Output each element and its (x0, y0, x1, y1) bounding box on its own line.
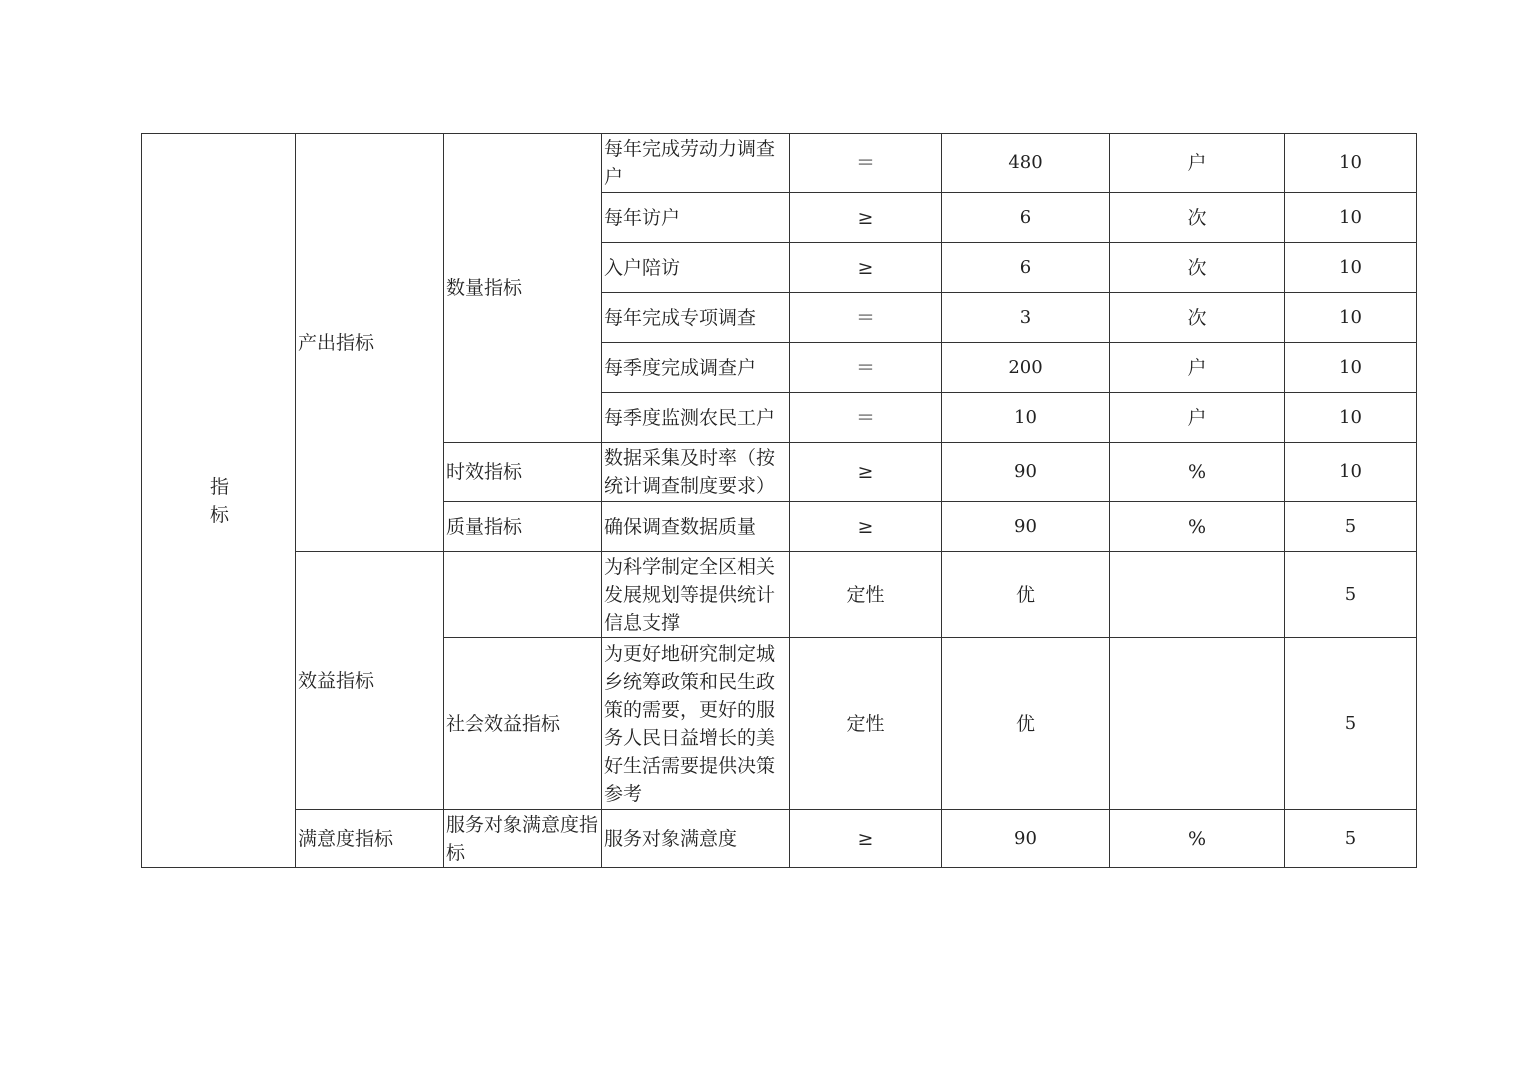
operator: ＝ (790, 293, 942, 343)
table-row (142, 810, 1417, 868)
unit (1110, 638, 1285, 810)
target-value: 3 (942, 293, 1110, 343)
target-value: 90 (942, 810, 1110, 868)
group-satisfaction: 满意度指标 (296, 810, 444, 868)
group-output: 产出指标 (296, 134, 444, 552)
operator: ≥ (790, 443, 942, 502)
target-value: 6 (942, 243, 1110, 293)
weight: 10 (1285, 443, 1417, 502)
unit: 户 (1110, 134, 1285, 193)
indicator-name: 确保调查数据质量 (602, 502, 790, 552)
level1-indicator-cell (142, 134, 296, 868)
weight: 5 (1285, 502, 1417, 552)
subgroup-service-satisfaction: 服务对象满意度指标 (444, 810, 602, 868)
unit: 户 (1110, 393, 1285, 443)
operator: ＝ (790, 343, 942, 393)
operator: ≥ (790, 810, 942, 868)
subgroup-benefit-blank (444, 552, 602, 638)
target-value: 90 (942, 443, 1110, 502)
operator: ≥ (790, 243, 942, 293)
operator: ＝ (790, 393, 942, 443)
group-benefit: 效益指标 (296, 552, 444, 810)
weight: 5 (1285, 810, 1417, 868)
operator: ≥ (790, 502, 942, 552)
weight: 10 (1285, 134, 1417, 193)
target-value: 10 (942, 393, 1110, 443)
unit: % (1110, 502, 1285, 552)
indicator-name: 数据采集及时率（按统计调查制度要求） (602, 443, 790, 502)
level1-label-line2: 标 (210, 503, 230, 526)
table-row (142, 552, 1417, 638)
table-row (142, 134, 1417, 193)
subgroup-quality: 质量指标 (444, 502, 602, 552)
unit: % (1110, 443, 1285, 502)
operator: 定性 (790, 552, 942, 638)
operator: ≥ (790, 193, 942, 243)
performance-indicator-table (141, 133, 1417, 868)
subgroup-timeliness: 时效指标 (444, 443, 602, 502)
target-value: 6 (942, 193, 1110, 243)
unit (1110, 552, 1285, 638)
target-value: 90 (942, 502, 1110, 552)
target-value: 200 (942, 343, 1110, 393)
indicator-name: 入户陪访 (602, 243, 790, 293)
indicator-name: 为更好地研究制定城乡统筹政策和民生政策的需要，更好的服务人民日益增长的美好生活需要提供决策参考 (602, 638, 790, 810)
target-value: 优 (942, 552, 1110, 638)
operator: ＝ (790, 134, 942, 193)
unit: 户 (1110, 343, 1285, 393)
indicator-name: 每季度监测农民工户 (602, 393, 790, 443)
subgroup-quantity: 数量指标 (444, 134, 602, 443)
indicator-name: 服务对象满意度 (602, 810, 790, 868)
indicator-name: 为科学制定全区相关发展规划等提供统计信息支撑 (602, 552, 790, 638)
weight: 5 (1285, 552, 1417, 638)
unit: 次 (1110, 293, 1285, 343)
indicator-name: 每年访户 (602, 193, 790, 243)
indicator-name: 每年完成专项调查 (602, 293, 790, 343)
weight: 5 (1285, 638, 1417, 810)
indicator-name: 每季度完成调查户 (602, 343, 790, 393)
weight: 10 (1285, 193, 1417, 243)
level1-label-line1: 指 (210, 475, 230, 498)
indicator-name: 每年完成劳动力调查户 (602, 134, 790, 193)
weight: 10 (1285, 243, 1417, 293)
unit: % (1110, 810, 1285, 868)
weight: 10 (1285, 343, 1417, 393)
target-value: 优 (942, 638, 1110, 810)
target-value: 480 (942, 134, 1110, 193)
weight: 10 (1285, 293, 1417, 343)
unit: 次 (1110, 193, 1285, 243)
unit: 次 (1110, 243, 1285, 293)
subgroup-social-benefit: 社会效益指标 (444, 638, 602, 810)
operator: 定性 (790, 638, 942, 810)
weight: 10 (1285, 393, 1417, 443)
